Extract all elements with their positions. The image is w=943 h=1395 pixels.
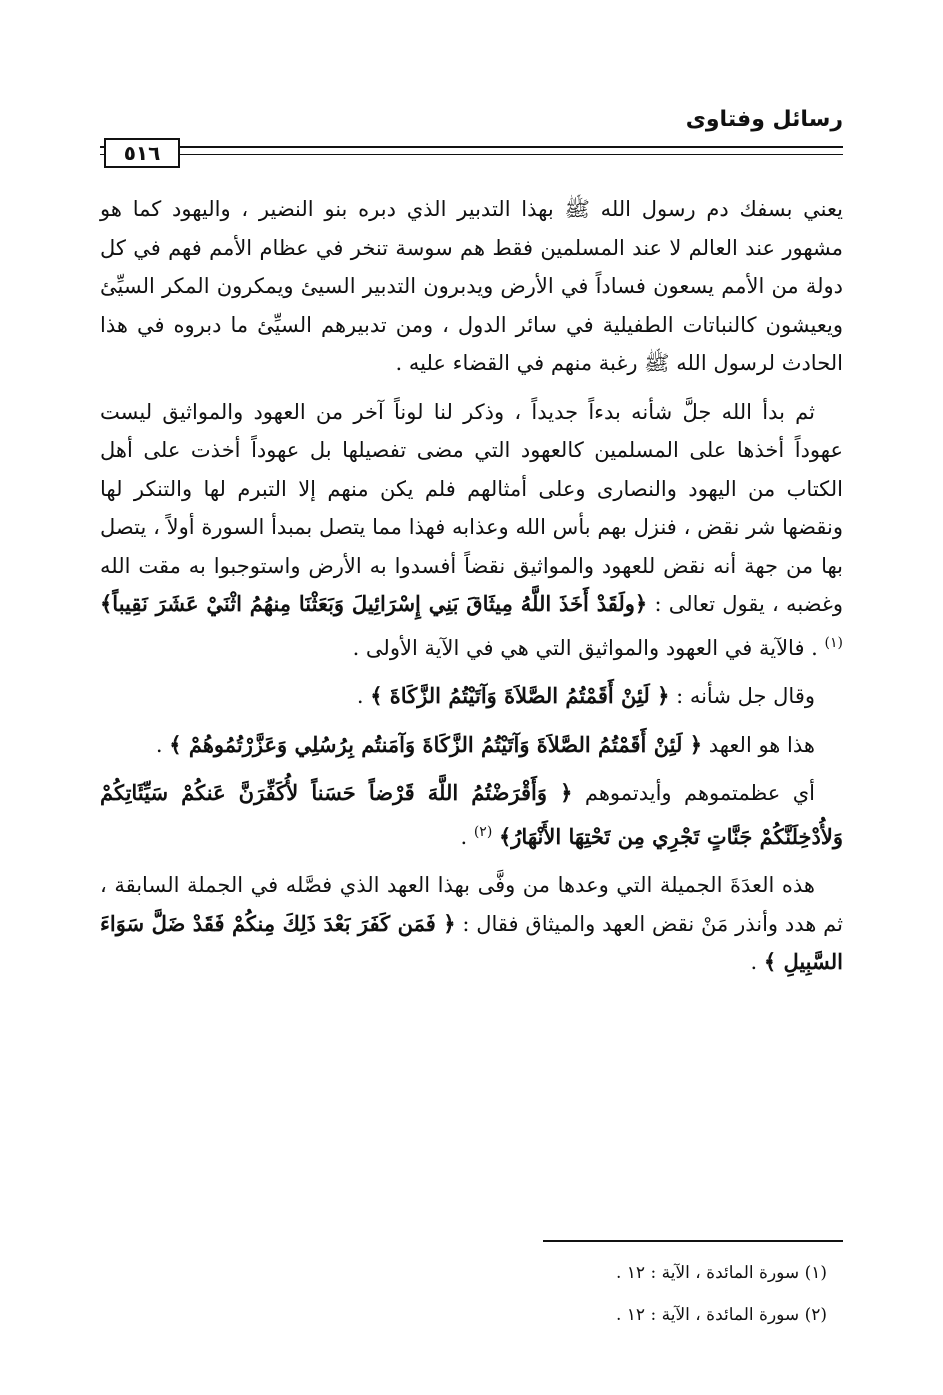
header-rule [100, 146, 843, 155]
quran-verse: ﴿ فَمَن كَفَرَ بَعْدَ ذَلِكَ مِنكُمْ فَقَدْ ضَلَّ سَوَاءَ السَّبِيلِ ﴾ [100, 910, 843, 974]
footnote: (٢) سورة المائدة ، الآية : ١٢ . [615, 1305, 827, 1325]
quran-verse: ﴿ وَأَقْرَضْتُمُ اللَّهَ قَرْضاً حَسَناً لأُكَفِّرَنَّ عَنكُمْ سَيِّئَاتِكُمْ وَلأُدْخِلَنَّكُمْ جَنَّاتٍ تَجْرِي مِن تَحْتِهَا الأَنْهَارُ﴾ [100, 780, 843, 849]
book-title: رسائل وفتاوى [685, 107, 843, 132]
paragraph [100, 866, 843, 982]
paragraph [100, 190, 843, 383]
paragraph [100, 774, 843, 856]
quran-verse: ﴿ لَئِنْ أَقَمْتُمُ الصَّلاَةَ وَآتَيْتُمُ الزَّكَاةَ وَآمَنتُم بِرُسُلِي وَعَزَّرْتُمُوهُمْ ﴾ [169, 731, 703, 757]
page-header [100, 106, 843, 165]
paragraph-text: . [460, 824, 468, 849]
quran-verse: ﴿ لَئِنْ أَقَمْتُمُ الصَّلاَةَ وَآتَيْتُمُ الزَّكَاةَ ﴾ [370, 683, 670, 708]
footnote-divider [543, 1240, 843, 1242]
paragraph-text: . فالآية في العهود والمواثيق التي هي في الآية الأولى . [352, 635, 818, 660]
paragraph-text: . [155, 732, 163, 757]
footnote: (١) سورة المائدة ، الآية : ١٢ . [615, 1263, 827, 1283]
paragraph [100, 726, 843, 765]
paragraph-text: هذا هو العهد [708, 732, 815, 757]
footnote-ref: (١) [824, 634, 843, 651]
paragraph-text: . [356, 684, 364, 708]
page-number: ٥١٦ [104, 138, 180, 168]
footnote-ref: (٢) [473, 823, 493, 840]
paragraph-text: . [750, 950, 758, 974]
quran-verse: ﴿ولَقَدْ أَخَذَ اللَّهُ مِيثَاقَ بَنِي إِسْرَائِيلَ وَبَعَثْنَا مِنهُمُ اثْنَيْ عَشَرَ نَقِيباً﴾ [100, 591, 648, 616]
paragraph-text: يعني بسفك دم رسول الله ﷺ بهذا التدبير الذي دبره بنو النضير ، واليهود كما هو مشهور عند العالم لا عند المسلمين فقط هم سوسة تنخر في عظام الأمم فهم في كل دولة من الأمم يسعون فساداً في الأرض ويدبرون التدبير السيئ ويمكرون المكر السيِّئ ويعيشون كالنباتات الطفيلية في سائر الدول ، ومن تدبيرهم السيِّئ ما دبروه في هذا الحادث لرسول الله ﷺ رغبة منهم في القضاء عليه . [100, 197, 843, 375]
footnotes [100, 1240, 843, 1336]
paragraph [100, 677, 843, 716]
paragraph-text: وقال جل شأنه : [676, 684, 815, 708]
paragraph [100, 393, 843, 668]
paragraph-text: هذه العدَةَ الجميلة التي وعدها من وفَّى بهذا العهد الذي فصَّله في الجملة السابقة ، ثم هدد وأنذر مَنْ نقض العهد والميثاق فقال : [100, 873, 843, 936]
main-text [100, 190, 843, 992]
paragraph-text: أي عظمتموهم وأيدتموهم [584, 781, 815, 805]
paragraph-text: ثم بدأ الله جلَّ شأنه بدءاً جديداً ، وذكر لنا لوناً آخر من العهود والمواثيق ليست عهوداً أخذها على المسلمين كالعهود التي مضى تفصيلها بل عهوداً أخذت على أهل الكتاب من اليهود والنصارى وعلى أمثالهم فلم يكن منهم إلا التبرم لها والتنكر لها ونقضها شر نقض ، فنزل بهم بأس الله وعذابه فهذا مما يتصل بمبدأ السورة أولاً ، يتصل بها من جهة أنه نقض للعهود والمواثيق نقضاً أفسدوا به الأرض واستوجبوا به مقت الله وغضبه ، يقول تعالى : [100, 399, 843, 616]
